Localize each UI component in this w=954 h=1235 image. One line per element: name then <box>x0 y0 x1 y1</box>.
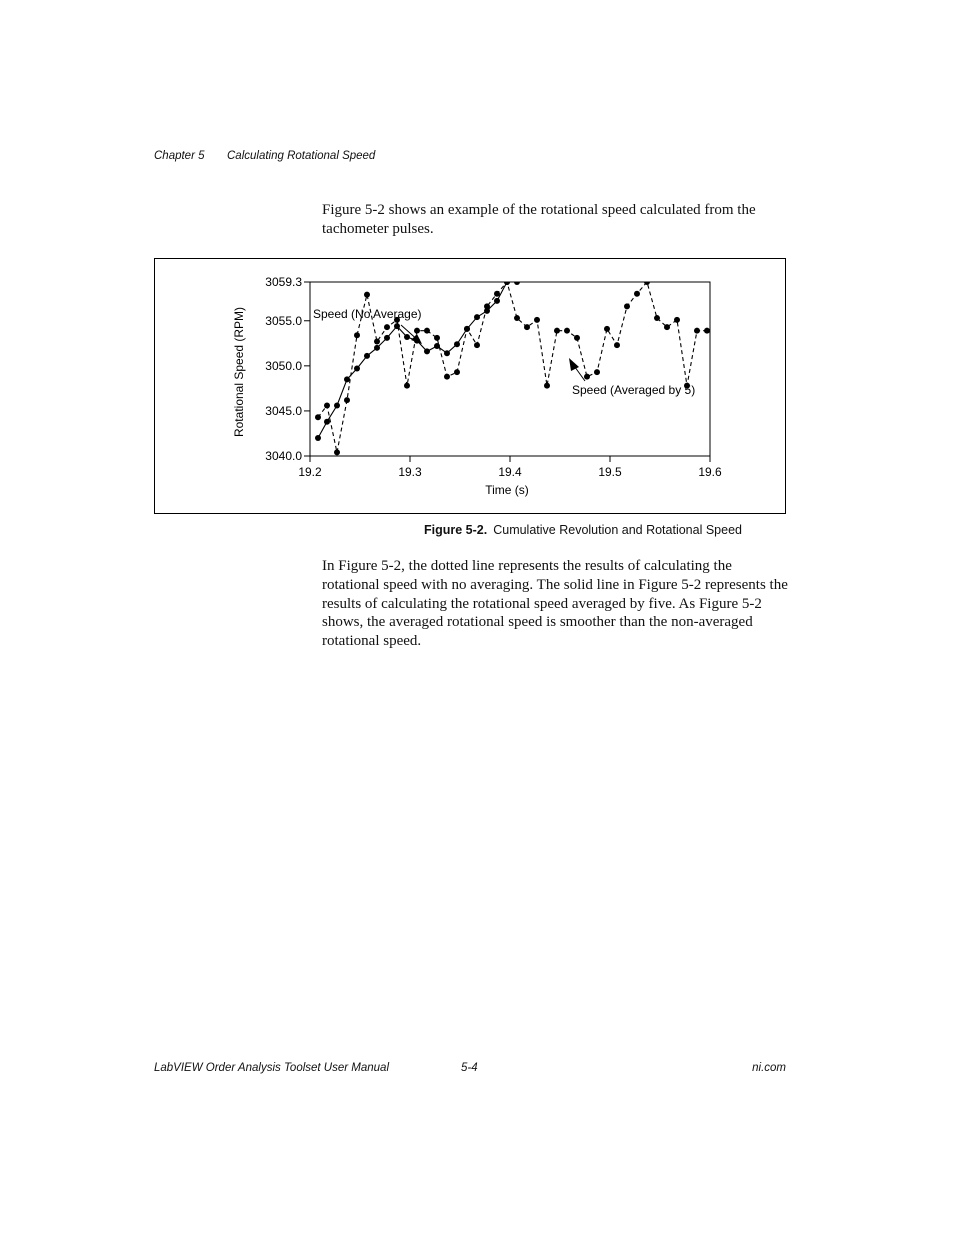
figure-caption-text: Cumulative Revolution and Rotational Speed <box>493 523 742 537</box>
y-tick-label: 3055.0 <box>265 313 302 328</box>
point-no-average <box>454 369 460 375</box>
point-no-average <box>594 369 600 375</box>
point-no-average <box>664 324 670 330</box>
point-no-average <box>704 328 710 334</box>
point-averaged <box>404 334 410 340</box>
point-no-average <box>654 315 660 321</box>
page-number: 5-4 <box>461 1062 478 1074</box>
point-no-average <box>534 317 540 323</box>
point-averaged <box>464 326 470 332</box>
y-axis-label: Rotational Speed (RPM) <box>232 306 246 438</box>
y-tick-label: 3050.0 <box>265 358 302 373</box>
figure-label: Figure 5-2. <box>424 523 488 537</box>
annotation-arrowhead <box>569 358 579 371</box>
point-no-average <box>644 279 650 285</box>
point-no-average <box>474 342 480 348</box>
point-averaged <box>394 323 400 329</box>
point-averaged <box>334 403 340 409</box>
point-no-average <box>354 332 360 338</box>
point-averaged <box>454 341 460 347</box>
series-group <box>315 279 720 455</box>
point-no-average <box>674 317 680 323</box>
point-averaged <box>324 419 330 425</box>
y-tick-label: 3040.0 <box>265 449 302 463</box>
point-averaged <box>484 308 490 314</box>
figure-frame <box>154 258 786 514</box>
manual-title: LabVIEW Order Analysis Toolset User Manual <box>154 1062 389 1074</box>
point-no-average <box>315 414 321 420</box>
point-no-average <box>634 291 640 297</box>
chapter-label: Chapter 5 <box>154 150 205 162</box>
x-tick-label: 19.2 <box>298 465 322 479</box>
point-no-average <box>334 449 340 455</box>
point-averaged <box>444 350 450 356</box>
point-no-average <box>714 335 720 341</box>
point-no-average <box>444 374 450 380</box>
point-no-average <box>364 292 370 298</box>
point-averaged <box>434 343 440 349</box>
point-no-average <box>324 403 330 409</box>
point-averaged <box>344 376 350 382</box>
point-no-average <box>554 328 560 334</box>
intro-paragraph: Figure 5-2 shows an example of the rotational speed calculated from the tachometer pulses. <box>322 202 756 237</box>
point-averaged <box>494 298 500 304</box>
x-tick-label: 19.6 <box>698 465 722 479</box>
x-axis-label: Time (s) <box>485 483 529 497</box>
point-no-average <box>584 374 590 380</box>
point-no-average <box>604 326 610 332</box>
x-tick-label: 19.4 <box>498 465 522 479</box>
point-no-average <box>344 397 350 403</box>
x-tick-label: 19.3 <box>398 465 422 479</box>
point-averaged <box>504 279 510 285</box>
point-no-average <box>524 324 530 330</box>
site-url: ni.com <box>752 1062 786 1074</box>
point-averaged <box>364 353 370 359</box>
x-tick-label: 19.5 <box>598 465 622 479</box>
point-no-average <box>384 324 390 330</box>
point-averaged <box>374 345 380 351</box>
point-averaged <box>384 335 390 341</box>
point-averaged <box>424 348 430 354</box>
section-title: Calculating Rotational Speed <box>227 150 376 162</box>
point-no-average <box>694 328 700 334</box>
point-no-average <box>514 315 520 321</box>
point-no-average <box>414 328 420 334</box>
point-no-average <box>614 342 620 348</box>
point-no-average <box>374 339 380 345</box>
point-no-average <box>574 335 580 341</box>
speed-chart <box>155 259 785 513</box>
point-averaged <box>354 366 360 372</box>
y-tick-label: 3045.0 <box>265 403 302 418</box>
annotation-averaged: Speed (Averaged by 5) <box>572 383 696 397</box>
point-no-average <box>544 383 550 389</box>
annotation-no-average: Speed (No Average) <box>313 307 422 321</box>
figure-caption <box>424 523 742 537</box>
point-no-average <box>424 328 430 334</box>
point-averaged <box>474 314 480 320</box>
body-paragraph: In Figure 5-2, the dotted line represents the results of calculating the rotational speed with no averaging. The solid line in Figure 5-2 represents the results of calculating the rotational speed averaged by five. As Figure 5-2 shows, the averaged rotational speed is smoother than the non-averaged rotational speed. <box>322 558 788 650</box>
point-no-average <box>434 335 440 341</box>
point-no-average <box>404 383 410 389</box>
point-no-average <box>564 328 570 334</box>
point-no-average <box>624 303 630 309</box>
point-averaged <box>514 279 520 285</box>
point-averaged <box>315 435 321 441</box>
y-tick-label: 3059.3 <box>265 275 302 289</box>
